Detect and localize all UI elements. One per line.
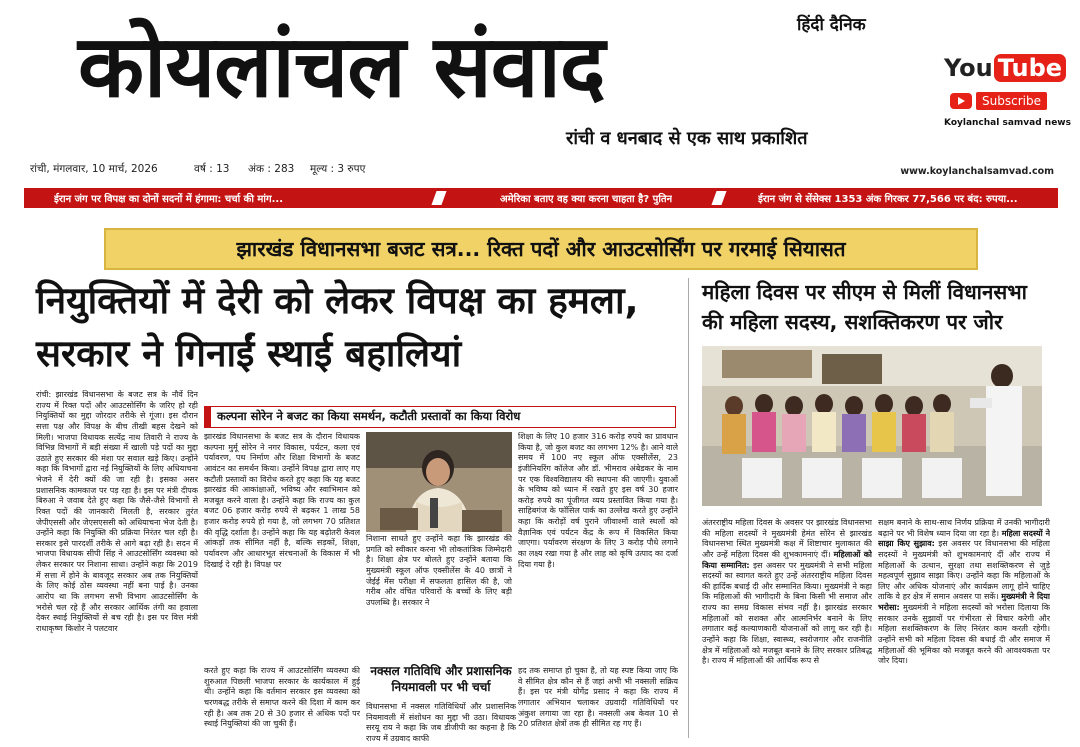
tagline-top: हिंदी दैनिक [797, 15, 866, 35]
ticker-separator-icon [711, 191, 726, 205]
side-subhead-assurance: मुख्यमंत्री ने दिया भरोसा: [878, 592, 1050, 612]
main-story-col2: झारखंड विधानसभा के बजट सत्र के दौरान विधायक कल्पना मुर्मू सोरेन ने नगर विकास, पर्यटन, कला एवं पर्यावरण, पथ निर्माण और शिक्षा विभागों के बजट आवंटन का समर्थन किया। उन्होंने विपक्ष द्वारा लाए गए कटौती प्रस्तावों का विरोध करते हुए कहा कि यह बजट झारखंड की आकांक्षाओं, भविष्य और स्वाभिमान को मजबूत करने वाला है। उन्होंने कहा कि राज्य का कुल बजट 06 हजार करोड़ रुपये से बढ़कर 1 लाख 58 हजार करोड़ रुपये हो गया है, जो लगभग 70 प्रतिशत की वृद्धि दर्शाता है। उन्होंने कहा कि यह बढ़ोतरी केवल आंकड़ों तक सीमित नहीं है, बल्कि सड़कों, शिक्षा, पर्यावरण और आधारभूत संरचनाओं के विकास में भी दिखाई दे रही है। विपक्ष पर [204, 432, 360, 569]
play-icon [950, 93, 972, 109]
side-story-intro: अंतरराष्ट्रीय महिला दिवस के अवसर पर झारखंड विधानसभा की महिला सदस्यों ने मुख्यमंत्री हेमंत सोरेन से झारखंड विधानसभा स्थित मुख्यमंत्री कक्ष में शिष्टाचार मुलाकात की और उन्हें महिला दिवस की शुभकामनाएं दीं। [702, 518, 872, 559]
main-headline: नियुक्तियों में देरी को लेकर विपक्ष का हमला, सरकार ने गिनाईं स्थाई बहालियां [36, 279, 639, 376]
main-story-col3: शिक्षा के लिए 10 हजार 316 करोड़ रुपये का प्रावधान किया है, जो कुल बजट का लगभग 12% है। आने वाले समय में 100 नए स्कूल ऑफ एक्सीलेंस, 23 इंजीनियरिंग कॉलेज और डॉ. भीमराव अंबेडकर के नाम पर एक विश्वविद्यालय की स्थापना की जाएगी। युवाओं के भविष्य को ध्यान में रखते हुए इस वर्ष 30 हजार करोड़ रुपये का पूंजीगत व्यय प्रस्तावित किया गया है। साहिबगंज के फॉसिल पार्क का उल्लेख करते हुए उन्होंने कहा कि करोड़ों वर्ष पुराने जीवाश्मों वाले स्थलों को वैज्ञानिक एवं पर्यटन केंद्र के रूप में विकसित किया जाएगा। पर्यावरण संरक्षण के लिए 3 करोड़ पौधे लगाने का लक्ष्य रखा गया है और लाह को कृषि उत्पाद का दर्जा दिया गया है। [518, 432, 678, 569]
section-banner-text: झारखंड विधानसभा बजट सत्र... रिक्त पदों और आउटसोर्सिंग पर गरमाई सियासत [236, 237, 846, 261]
sub-headline-marker [205, 407, 211, 427]
photo-caption-text: निशाना साधते हुए उन्होंने कहा कि झारखंड की प्रगति को स्वीकार करना भी लोकतांत्रिक जिम्मेदारी है। शिक्षा क्षेत्र पर बोलते हुए उन्होंने बताया कि मुख्यमंत्री स्कूल ऑफ एक्सीलेंस के 40 छात्रों ने जेईई मेंस परीक्षा में सफलता हासिल की है, जो गरीब और वंचित परिवारों के बच्चों के लिए बड़ी उपलब्धि है। सरकार ने [366, 534, 512, 607]
side-subhead-suggestions: महिला सदस्यों ने साझा किए सुझाव: [878, 528, 1050, 549]
dateline-place-date: रांची, मंगलवार, 10 मार्च, 2026 [30, 163, 158, 175]
section-banner [104, 228, 978, 270]
ticker-bar [24, 188, 1058, 208]
subscribe-label: Subscribe [976, 92, 1047, 110]
side-headline: महिला दिवस पर सीएम से मिलीं विधानसभा की महिला सदस्य, सशक्तिकरण पर जोर [702, 280, 1027, 334]
womens-day-photo [702, 346, 1042, 506]
masthead-subtitle: रांची व धनबाद से एक साथ प्रकाशित [566, 128, 808, 149]
masthead-title: कोयलांचल संवाद [78, 17, 605, 117]
youtube-tube-box: Tube [994, 54, 1066, 82]
ticker-item[interactable]: ईरान जंग पर विपक्ष का दोनों सदनों में हंगामा: चर्चा की मांग... [54, 194, 284, 205]
naxal-headline: नक्सल गतिविधि और प्रशासनिक नियमावली पर भी चर्चा [370, 664, 512, 694]
main-story-col1: रांची: झारखंड विधानसभा के बजट सत्र के नौवें दिन राज्य में रिक्त पदों और आउटसोर्सिंग के जरिए हो रही नियुक्तियों का मुद्दा जोरदार तरीके से गूंजा। इस दौरान सत्ता पक्ष और विपक्ष के बीच तीखी बहस देखने को मिली। भाजपा विधायक सत्येंद्र नाथ तिवारी ने राज्य के विभिन्न विभागों में बड़ी संख्या में खाली पड़े पदों का मुद्दा उठाते हुए सरकार की मंशा पर सवाल खड़े किए। उन्होंने कहा कि विभागों द्वारा नई नियुक्तियों के लिए अधियाचना भेजने में देरी क्यों की जा रही है। इसका असर प्रशासनिक कामकाज पर पड़ रहा है। इस पर मंत्री दीपक बिरुआ ने जवाब देते हुए कहा कि जैसे-जैसे विभागों से रिक्त पदों की जानकारी मिलती है, सरकार तुरंत जेपीएससी और जेएसएससी को अधियाचना भेज देती है। उन्होंने कहा कि नियुक्ति की प्रक्रिया निरंतर चल रही है। सरकार इसे पारदर्शी तरीके से आगे बढ़ा रही है। सदन में भाजपा विधायक सीपी सिंह ने आउटसोर्सिंग व्यवस्था को लेकर सरकार पर निशाना साधा। उन्होंने कहा कि 2019 में सत्ता में होने के बावजूद सरकार अब तक नियुक्तियों के लिए कोई ठोस व्यवस्था नहीं बना पाई है। उनका आरोप था कि लगभग सभी विभाग आउटसोर्सिंग के भरोसे चल रहे हैं और सरकार आर्थिक तंगी का हवाला देकर स्थाई नियुक्तियों से बच रही है। इस पर वित्त मंत्री राधाकृष्ण किशोर ने पलटवार [36, 390, 198, 633]
legislator-photo [366, 432, 512, 532]
naxal-story-col2: हद तक समाप्त हो चुका है, तो यह स्पष्ट किया जाए कि वे सीमित क्षेत्र कौन से हैं जहां अभी भी नक्सली सक्रिय हैं। इस पर मंत्री योगेंद्र प्रसाद ने कहा कि राज्य में लगातार अभियान चलाकर उग्रवादी गतिविधियों पर अंकुश लगाया जा रहा है। नक्सली अब केवल 10 से 20 प्रतिशत क्षेत्रों तक ही सीमित रह गए हैं। [518, 666, 678, 729]
youtube-block[interactable] [944, 50, 1072, 130]
youtube-you-text: You [944, 54, 993, 82]
sub-headline-text: कल्पना सोरेन ने बजट का किया समर्थन, कटौती प्रस्तावों का किया विरोध [217, 409, 521, 423]
subscribe-button[interactable] [950, 90, 1062, 112]
column-divider [688, 278, 689, 738]
dateline-year: वर्ष : 13 [194, 163, 230, 175]
side-story-assurance-text: मुख्यमंत्री ने महिला सदस्यों को भरोसा दिलाया कि सरकार उनके सुझावों पर गंभीरता से विचार करेगी और महिला सशक्तिकरण के लिए निरंतर काम करती रहेगी। उन्होंने सभी को महिला दिवस की बधाई दी और समाज में महिलाओं की भूमिका को मजबूत करने की आवश्यकता पर जोर दिया। [878, 603, 1050, 666]
main-story-continued: करते हुए कहा कि राज्य में आउटसोर्सिंग व्यवस्था की शुरुआत पिछली भाजपा सरकार के कार्यकाल में हुई थी। उन्होंने कहा कि वर्तमान सरकार इस व्यवस्था को चरणबद्ध तरीके से समाप्त करने की दिशा में काम कर रही है। अब तक 20 से 30 हजार से अधिक पदों पर स्थाई नियुक्तियां की जा चुकी हैं। [204, 666, 360, 729]
website-url: www.koylanchalsamvad.com [900, 166, 1054, 177]
dateline-price: मूल्य : 3 रुपए [310, 163, 366, 175]
ticker-separator-icon [431, 191, 446, 205]
side-story-suggestions-text: इस अवसर पर विधानसभा की महिला सदस्यों ने मुख्यमंत्री को शुभकामनाएं दीं और राज्य में महिलाओं के उत्थान, सुरक्षा तथा सशक्तिकरण से जुड़े महत्वपूर्ण सुझाव साझा किए। उन्होंने कहा कि महिलाओं के लिए और अधिक योजनाएं और कार्यक्रम लागू होने चाहिए ताकि वे हर क्षेत्र में समान अवसर पा सकें। [878, 539, 1050, 602]
naxal-story-col1: विधानसभा में नक्सल गतिविधियों और प्रशासनिक नियमावली में संशोधन का मुद्दा भी उठा। विधायक सरयू राय ने कहा कि जब डीजीपी का कहना है कि राज्य में उग्रवाद काफी [366, 702, 516, 743]
side-story-col2 [878, 518, 1050, 742]
side-subhead-honored: महिलाओं को किया सम्मानित: [702, 549, 872, 570]
dateline-issue: अंक : 283 [248, 163, 295, 175]
ticker-item[interactable]: ईरान जंग से सेंसेक्स 1353 अंक गिरकर 77,566 पर बंद: रुपया... [758, 194, 1018, 205]
side-story-col1 [702, 518, 872, 742]
sub-headline-box [204, 406, 676, 428]
channel-name: Koylanchal samvad news [944, 118, 1071, 128]
dateline-bar [30, 160, 1054, 178]
side-story-honored-text: इस अवसर पर मुख्यमंत्री ने सभी महिला सदस्यों का स्वागत करते हुए उन्हें अंतरराष्ट्रीय महिला दिवस की हार्दिक बधाई दी और सम्मानित किया। मुख्यमंत्री ने कहा कि महिलाओं की भागीदारी के बिना किसी भी समाज और राज्य का समग्र विकास संभव नहीं है। झारखंड सरकार महिलाओं को सशक्त और आत्मनिर्भर बनाने के लिए लगातार कई कल्याणकारी योजनाओं को लागू कर रही है। उन्होंने कहा कि शिक्षा, स्वास्थ्य, स्वरोजगार और राजनीति क्षेत्र में महिलाओं को मजबूत बनाने के लिए सरकार प्रतिबद्ध है। राज्य में महिलाओं की आर्थिक रूप से [702, 560, 872, 666]
ticker-item[interactable]: अमेरिका बताए वह क्या करना चाहता है? पुतिन [500, 194, 673, 205]
side-story-col2-intro: सक्षम बनाने के साथ-साथ निर्णय प्रक्रिया में उनकी भागीदारी बढ़ाने पर भी विशेष ध्यान दिया जा रहा है। [878, 518, 1050, 538]
